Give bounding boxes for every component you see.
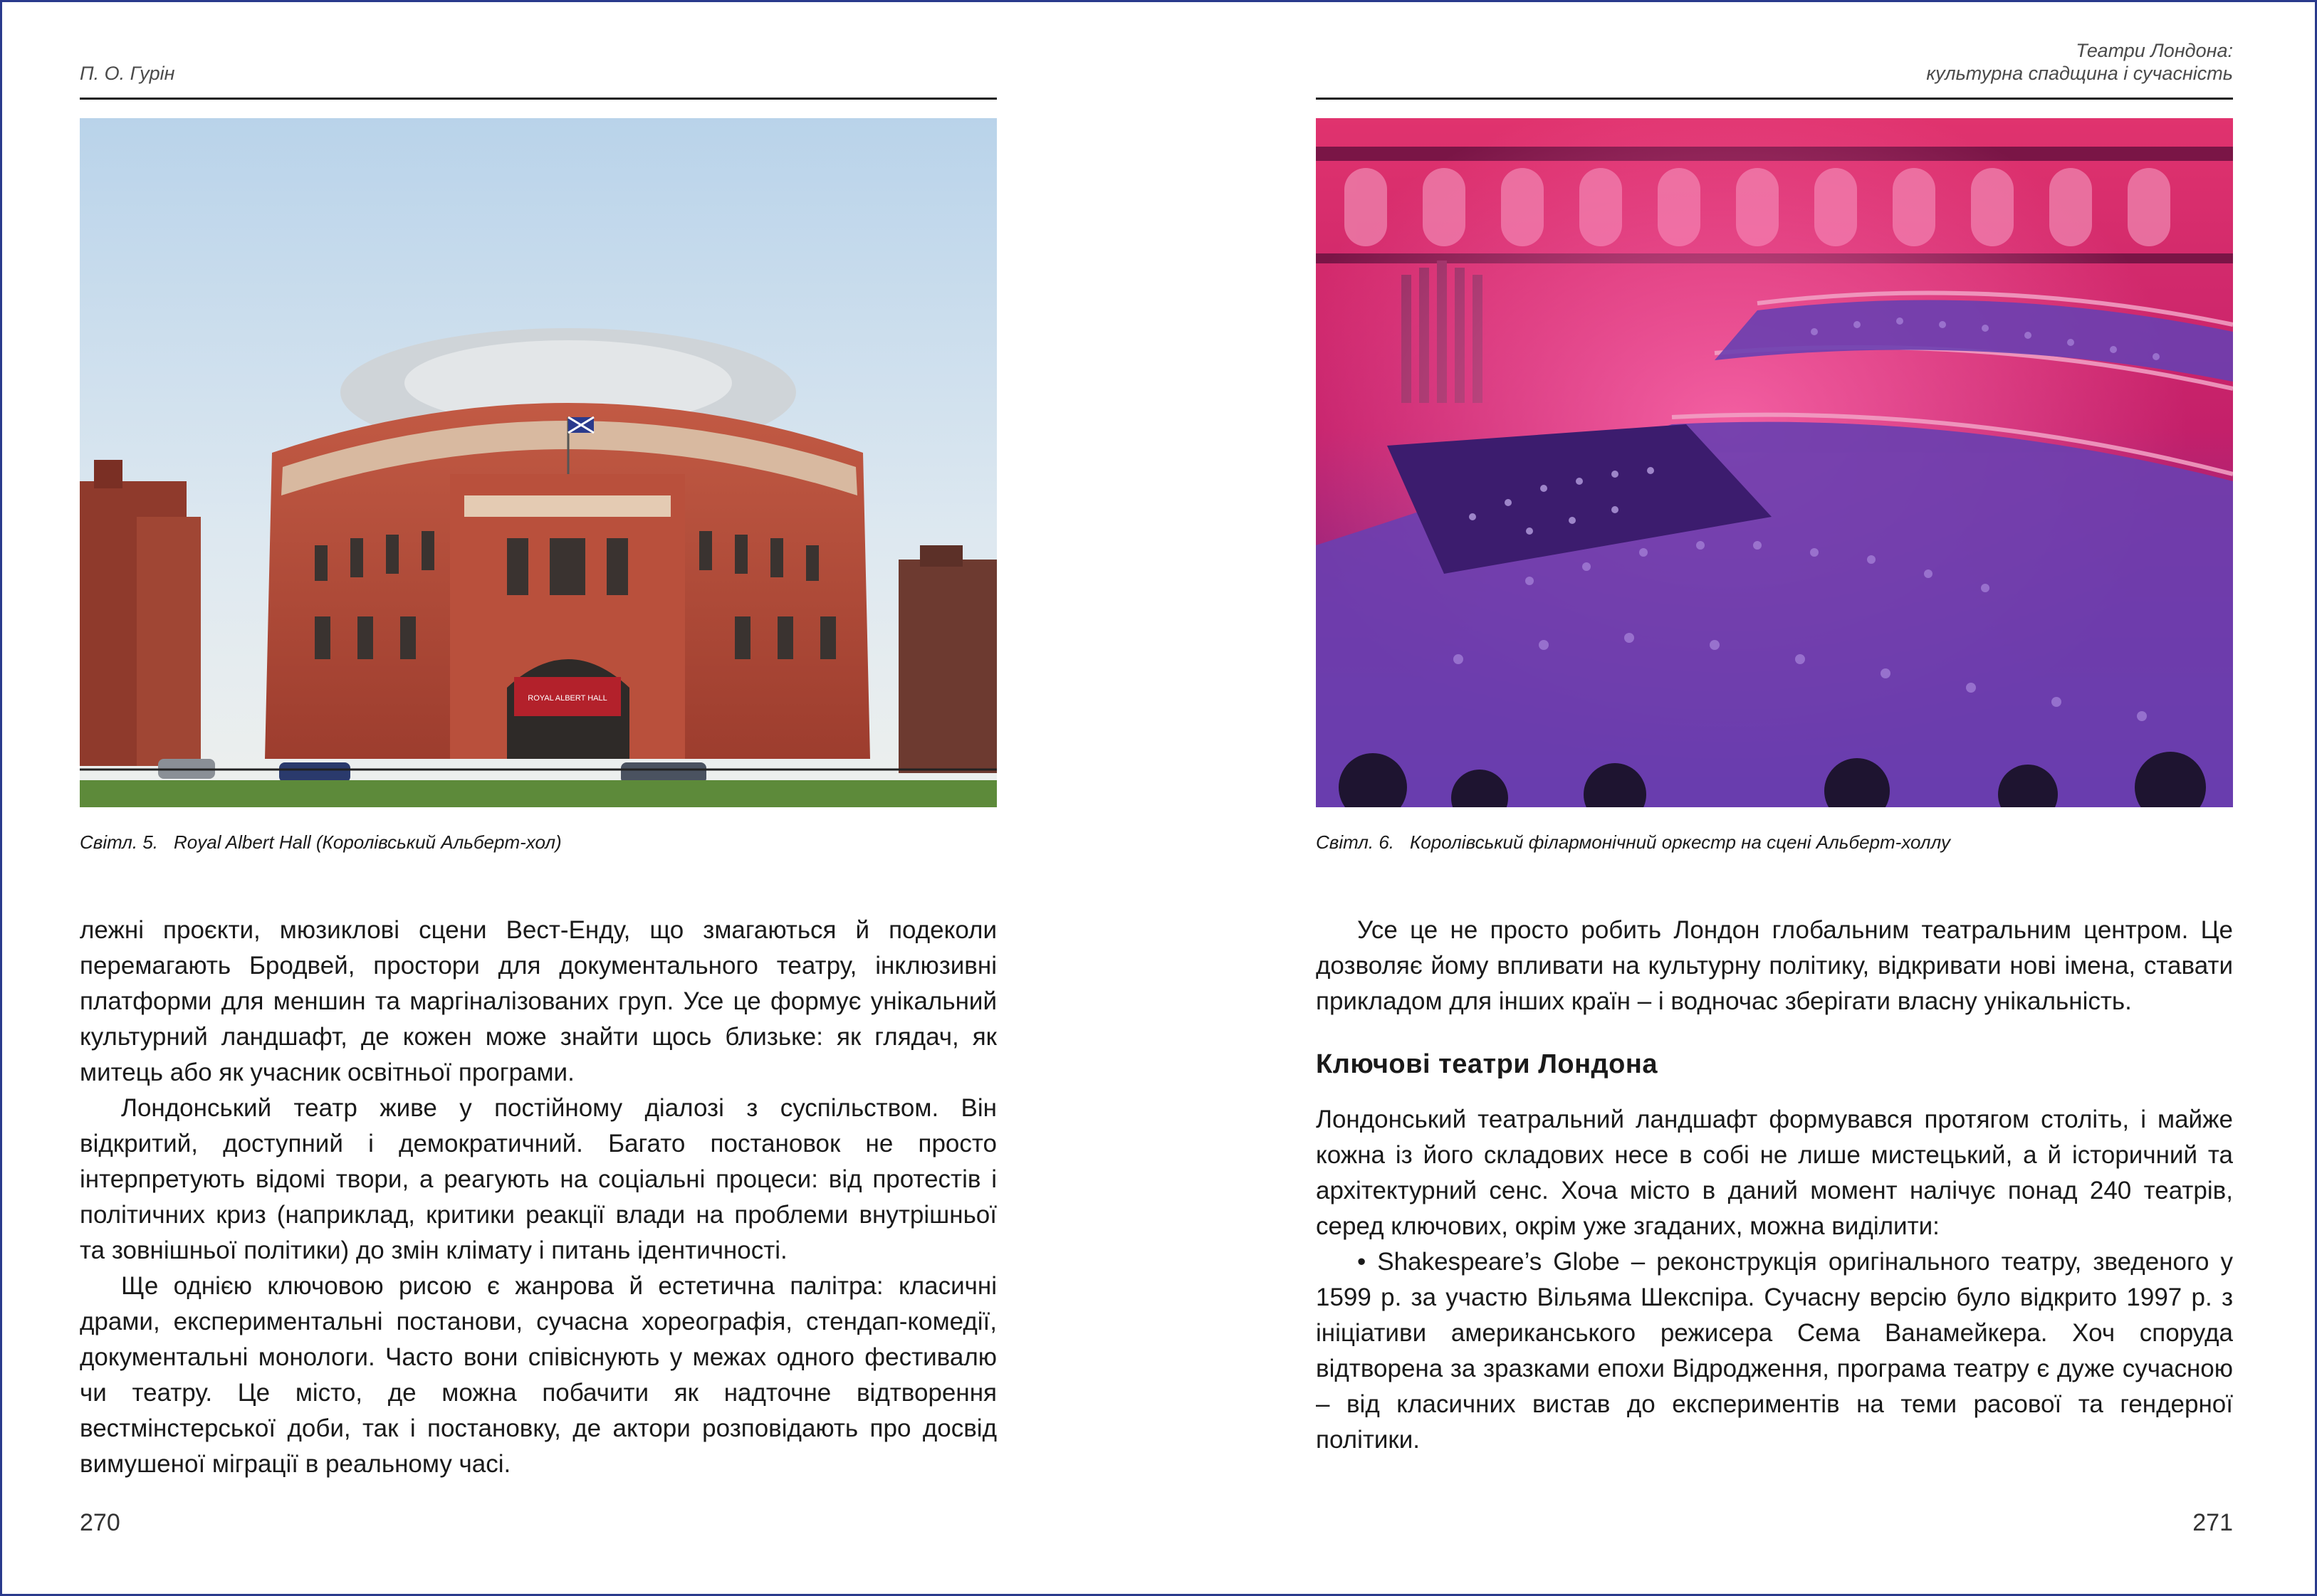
book-title-line-2: культурна спадщина і сучасність: [1926, 63, 2233, 84]
paragraph: Усе це не просто робить Лондон глобальним театральним центром. Це дозволяє йому впливати на культурну політику, відкривати нові імена, ставати прикладом для інших країн – і водночас зберігати власну унікальність.: [1316, 916, 2233, 1015]
figure-caption-5: [80, 831, 562, 854]
running-head-right: [1316, 40, 2233, 100]
page-number-left: 270: [80, 1509, 120, 1536]
right-page: [1316, 0, 2233, 1596]
section-heading: Ключові театри Лондона: [1316, 1049, 1658, 1079]
left-body-text: [80, 913, 997, 1482]
figure-number: Світл. 5.: [80, 831, 159, 853]
figure-number: Світл. 6.: [1316, 831, 1395, 853]
paragraph: Лондонський театр живе у постійному діалозі з суспільством. Він відкритий, доступний і демократичний. Багато постановок не просто інтерпретують відомі твори, а реагують на соціальні процеси: від протестів і політичних криз (наприклад, критики реакції влади на проблеми внутрішньої та зовнішньої політики) до змін клімату і питань ідентичності.: [80, 1094, 997, 1264]
author-name: П. О. Гурін: [80, 63, 175, 84]
figure-caption-6: [1316, 831, 1950, 854]
running-head-left: [80, 40, 997, 100]
figure-caption-text: Royal Albert Hall (Королівський Альберт-хол): [174, 831, 562, 853]
royal-albert-hall-photo: [80, 118, 997, 807]
concert-hall-illustration: [1316, 118, 2233, 807]
orchestra-concert-photo: [1316, 118, 2233, 807]
signage-text: ROYAL ALBERT HALL: [528, 694, 607, 703]
paragraph: Лондонський театральний ландшафт формувався протягом століть, і майже кожна із його складових несе в собі не лише мистецький, а й історичний та архітектурний сенс. Хоча місто в даний момент налічує понад 240 театрів, серед ключових, окрім уже згаданих, можна виділити:: [1316, 1106, 2233, 1240]
figure-caption-text: Королівський філармонічний оркестр на сцені Альберт-холлу: [1410, 831, 1950, 853]
book-title-line-1: Театри Лондона:: [2076, 40, 2233, 61]
page-number-right: 271: [2192, 1509, 2233, 1536]
paragraph: Ще однією ключовою рисою є жанрова й естетична палітра: класичні драми, експериментальні постанови, сучасна хореографія, стендап-комедії, документальні монологи. Часто вони співіснують у межах одного фестивалю чи театру. Це місто, де можна побачити як надточне відтворення вестмінстерської доби, так і постановку, де актори розповідають про досвід вимушеної міграції в реальному часі.: [80, 1272, 997, 1478]
bullet-item: • Shakespeare’s Globe – реконструкція оригінального театру, зведеного у 1599 р. за участю Вільяма Шекспіра. Сучасну версію було відкрито 1997 р. з ініціативи американського режисера Сема Ванамейкера. Хоч споруда відтворена за зразками епохи Відродження, програма театру є дуже сучасною – від класичних вистав до експериментів на теми расової та гендерної політики.: [1316, 1248, 2233, 1454]
left-page: [80, 0, 997, 1596]
royal-albert-hall-illustration: [80, 118, 997, 807]
right-body-text: [1316, 913, 2233, 1458]
paragraph: лежні проєкти, мюзиклові сцени Вест-Енду, що змагаються й подеколи перемагають Бродвей, простори для документального театру, інклюзивні платформи для меншин та маргіналізованих груп. Усе це формує унікальний культурний ландшафт, де кожен може знайти щось близьке: як глядач, як митець або як учасник освітньої програми.: [80, 916, 997, 1086]
